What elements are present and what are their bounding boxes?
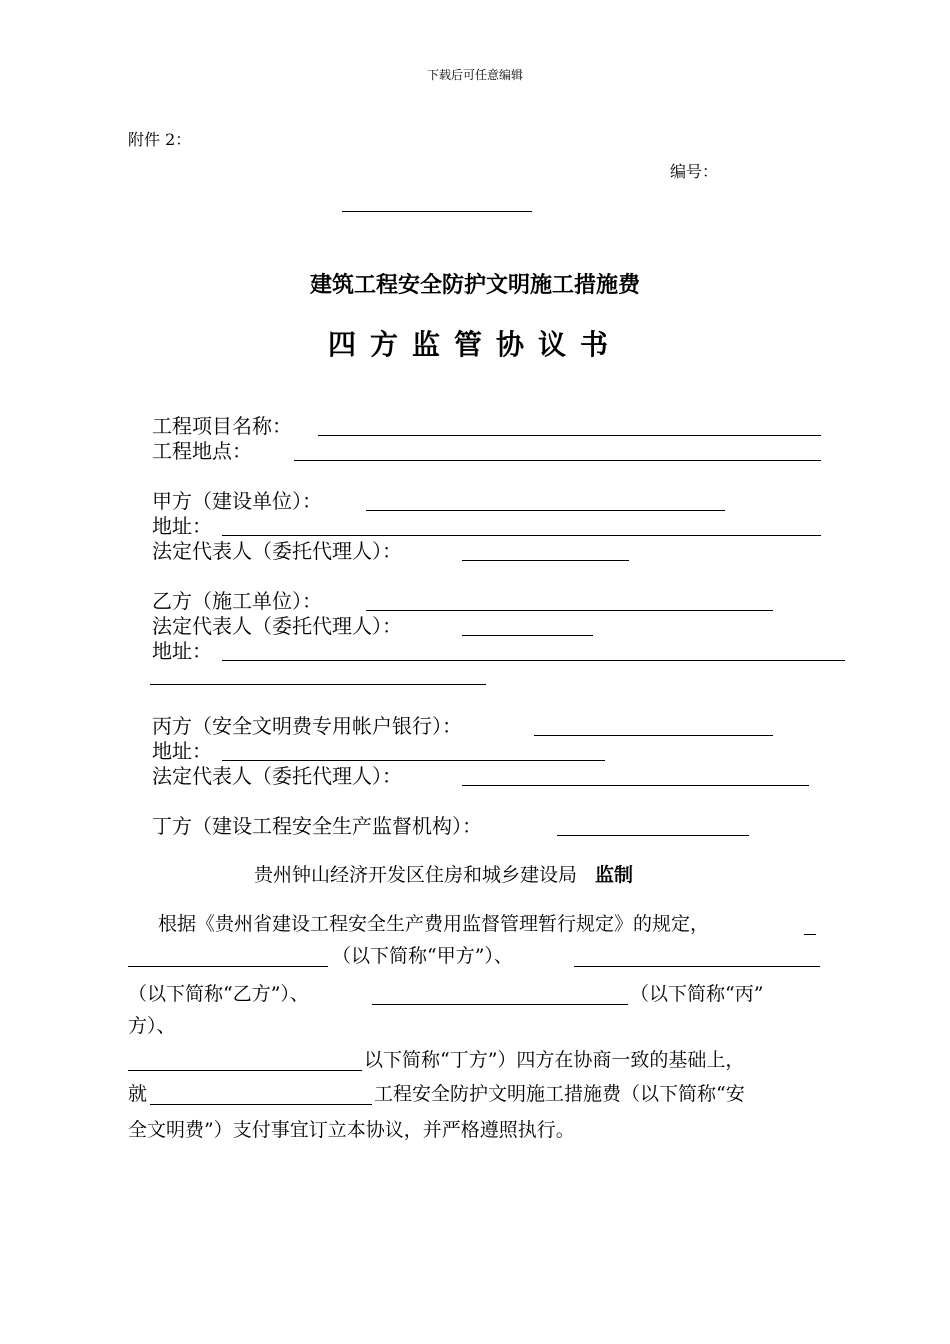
party-b-rep-label: 法定代表人（委托代理人）：: [152, 614, 402, 638]
paragraph-line-3-start: （以下简称“乙方”）、: [128, 983, 309, 1005]
party-a-label: 甲方（建设单位）：: [152, 489, 322, 513]
party-c-line: [534, 735, 773, 736]
attachment-label: 附件 2：: [128, 130, 192, 149]
party-a-address-line: [222, 535, 821, 536]
paragraph-line-4: 方）、: [128, 1015, 176, 1037]
serial-number-label: 编号：: [670, 162, 719, 181]
party-d-label: 丁方（建设工程安全生产监督机构）：: [152, 814, 482, 838]
blank-line-party-d: [128, 1070, 362, 1071]
party-c-address-line: [222, 760, 605, 761]
paragraph-line-5: 以下简称“丁方”）四方在协商一致的基础上，: [364, 1049, 745, 1071]
party-b-address-line: [222, 660, 845, 661]
party-a-rep-line: [462, 560, 629, 561]
party-b-address-label: 地址：: [152, 639, 212, 663]
serial-number-line: [342, 211, 532, 212]
paragraph-line-6-start: 就: [128, 1083, 148, 1105]
paragraph-line-6-end: 工程安全防护文明施工措施费（以下简称“安: [374, 1083, 745, 1105]
document-subtitle: 四方监管协议书: [327, 328, 622, 361]
party-a-rep-label: 法定代表人（委托代理人）：: [152, 539, 402, 563]
party-c-rep-label: 法定代表人（委托代理人）：: [152, 764, 402, 788]
party-b-address-line-2: [150, 684, 486, 685]
project-location-line: [294, 460, 821, 461]
blank-line-1: [804, 934, 816, 935]
party-c-address-label: 地址：: [152, 739, 212, 763]
party-d-line: [557, 835, 749, 836]
issuer: [254, 860, 633, 887]
blank-line-party-c: [372, 1004, 628, 1005]
paragraph-line-2: （以下简称“甲方”）、: [332, 945, 513, 967]
party-b-label: 乙方（施工单位）：: [152, 589, 322, 613]
paragraph-line-7: 全文明费”）支付事宜订立本协议，并严格遵照执行。: [128, 1119, 575, 1141]
header-note: 下载后可任意编辑: [426, 68, 523, 82]
paragraph-line-1: 根据《贵州省建设工程安全生产费用监督管理暂行规定》的规定，: [158, 913, 710, 935]
blank-line-project: [150, 1104, 372, 1105]
issuer-role: 监制: [595, 864, 634, 886]
party-a-line: [366, 510, 725, 511]
issuer-name: 贵州钟山经济开发区住房和城乡建设局: [254, 864, 578, 886]
blank-line-party-a: [128, 966, 328, 967]
blank-line-party-b: [574, 966, 820, 967]
party-b-rep-line: [462, 635, 593, 636]
project-name-line: [318, 435, 821, 436]
paragraph-line-3-end: （以下简称“丙”: [630, 983, 764, 1005]
party-c-rep-line: [462, 785, 809, 786]
party-b-line: [366, 610, 773, 611]
document-title: 建筑工程安全防护文明施工措施费: [309, 272, 640, 298]
party-c-label: 丙方（安全文明费专用帐户银行）：: [152, 714, 462, 738]
project-name-label: 工程项目名称：: [152, 414, 292, 438]
party-a-address-label: 地址：: [152, 514, 212, 538]
project-location-label: 工程地点：: [152, 439, 252, 463]
